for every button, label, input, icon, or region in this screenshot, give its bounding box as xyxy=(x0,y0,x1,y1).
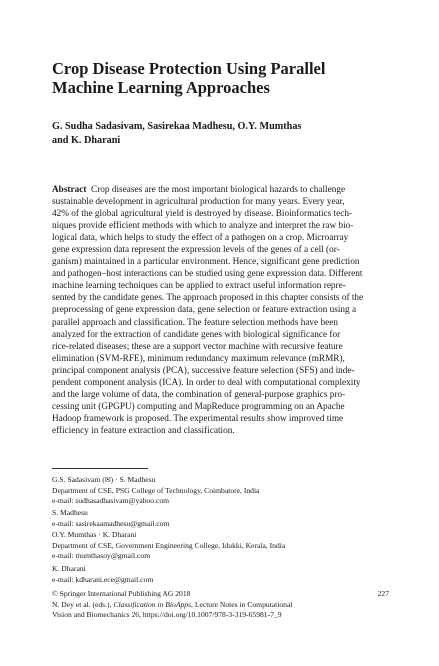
affiliation-2 xyxy=(52,508,382,529)
footnote-divider xyxy=(52,468,148,469)
abstract-text-line: niques provide efficient methods with which to analyze and interpret the raw bio- xyxy=(52,221,354,232)
affiliation-names: K. Dharani xyxy=(52,564,86,573)
affiliation-email: e-mail: mumthasoy@gmail.com xyxy=(52,551,151,561)
abstract xyxy=(52,184,389,437)
footer-line-1 xyxy=(52,589,389,600)
authors-line-1: G. Sudha Sadasivam, Sasirekaa Madhesu, O.Y. Mumthas xyxy=(52,121,302,132)
envelope-icon: ✉ xyxy=(104,476,111,484)
affiliation-email: e-mail: sudhasadhasivam@yahoo.com xyxy=(52,496,170,506)
affiliation-department: Department of CSE, PSG College of Technology, Coimbatore, India xyxy=(52,485,260,495)
affiliation-names: O.Y. Mumthas · K. Dharani xyxy=(52,530,137,539)
abstract-text-line: parallel approach and classification. The feature selection methods have been xyxy=(52,317,338,328)
abstract-text-line: gene expression data represent the expression levels of the genes of a cell (or- xyxy=(52,245,340,256)
abstract-line-1 xyxy=(52,184,389,196)
affiliation-4 xyxy=(52,564,382,585)
abstract-text-line: Hadoop framework is proposed. The experimental results show improved time xyxy=(52,413,344,424)
abstract-text-line: Crop diseases are the most important biological hazards to challenge xyxy=(91,185,346,195)
authors-line-2: and K. Dharani xyxy=(52,134,121,146)
abstract-text-line: and pathogen–host interactions can be studied using gene expression data. Different xyxy=(52,269,363,280)
affiliation-email: e-mail: kdharani.ece@gmail.com xyxy=(52,574,154,584)
abstract-text-line: preprocessing of gene expression data, gene selection or feature extraction using a xyxy=(52,305,357,316)
affiliation-email: e-mail: sasirekaamadhesu@gmail.com xyxy=(52,518,170,528)
affiliation-1 xyxy=(52,475,382,507)
page-footer xyxy=(52,589,389,621)
abstract-text-line: machine learning techniques can be applied to extract useful information repre- xyxy=(52,281,346,292)
paper-title xyxy=(52,59,392,97)
abstract-text-line: sustainable development in agricultural production for many years. Every year, xyxy=(52,197,345,208)
abstract-text-line: analyzed for the extraction of candidate genes with biological significance for xyxy=(52,329,341,340)
page-number: 227 xyxy=(377,589,389,598)
abstract-text-line: sented by the candidate genes. The approach proposed in this chapter consists of the xyxy=(52,293,364,304)
author-list xyxy=(52,120,392,147)
abstract-text-line: 42% of the global agricultural yield is destroyed by disease. Bioinformatics tech- xyxy=(52,209,353,220)
affiliation-3 xyxy=(52,530,382,562)
abstract-text-line: and the large volume of data, the combination of general-purpose graphics pro- xyxy=(52,389,346,400)
copyright-notice: © Springer International Publishing AG 2018 xyxy=(52,589,191,598)
abstract-text-line: principal component analysis (PCA), successive feature selection (SFS) and inde- xyxy=(52,365,355,376)
footer-line-3: Vision and Biomechanics 26, https://doi.org/10.1007/978-3-319-65981-7_9 xyxy=(52,610,282,620)
abstract-text-line: pendent component analysis (ICA). In order to deal with computational complexity xyxy=(52,377,361,388)
book-title: Classification in BioApps xyxy=(113,599,192,609)
affiliation-names: S. Madhesu xyxy=(52,508,88,517)
title-line-2: Machine Learning Approaches xyxy=(52,78,270,97)
abstract-text-line: ganism) maintained in a particular environment. Hence, significant gene prediction xyxy=(52,257,360,268)
abstract-text-line: elimination (SVM-RFE), minimum redundancy maximum relevance (mRMR), xyxy=(52,353,345,364)
title-line-1: Crop Disease Protection Using Parallel xyxy=(52,59,326,78)
abstract-label: Abstract xyxy=(52,185,87,195)
abstract-text-line: rice-related diseases; these are a support vector machine with recursive feature xyxy=(52,341,343,352)
affiliation-department: Department of CSE, Government Engineering College, Idukki, Kerala, India xyxy=(52,540,286,550)
footer-line-2: N. Dey et al. (eds.), Classification in BioApps, Lecture Notes in Computational xyxy=(52,599,293,609)
affiliation-names: G.S. Sadasivam (✉) · S. Madhesu xyxy=(52,475,156,484)
abstract-text-line: logical data, which helps to study the effect of a pathogen on a crop. Microarray xyxy=(52,233,349,244)
abstract-text-line: cessing unit (GPGPU) computing and MapReduce programming on an Apache xyxy=(52,401,345,412)
abstract-text-line: efficiency in feature extraction and classification. xyxy=(52,425,235,436)
